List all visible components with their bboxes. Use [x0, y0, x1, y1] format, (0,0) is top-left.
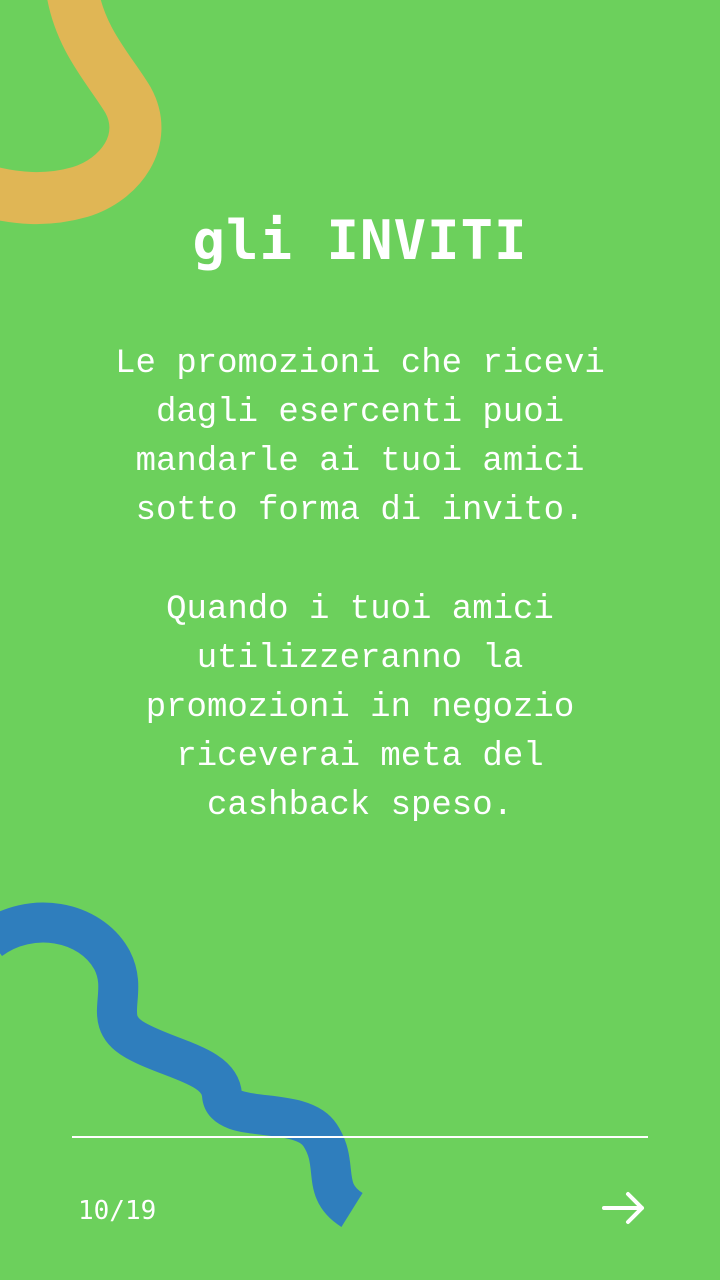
arrow-right-icon[interactable]: [600, 1188, 648, 1228]
intro-paragraph: Le promozioni che ricevi dagli esercenti puoi mandarle ai tuoi amici sotto forma di invito.: [115, 345, 605, 530]
cashback-paragraph: Quando i tuoi amici utilizzeranno la promozioni in negozio riceverai meta del cashback speso.: [145, 591, 575, 825]
footer-divider: [72, 1136, 648, 1138]
blue-squiggle-shape: [0, 923, 352, 1210]
orange-squiggle-shape: [0, 0, 135, 198]
page-counter: 10/19: [78, 1196, 157, 1226]
page-title: gli INVITI: [192, 209, 528, 272]
